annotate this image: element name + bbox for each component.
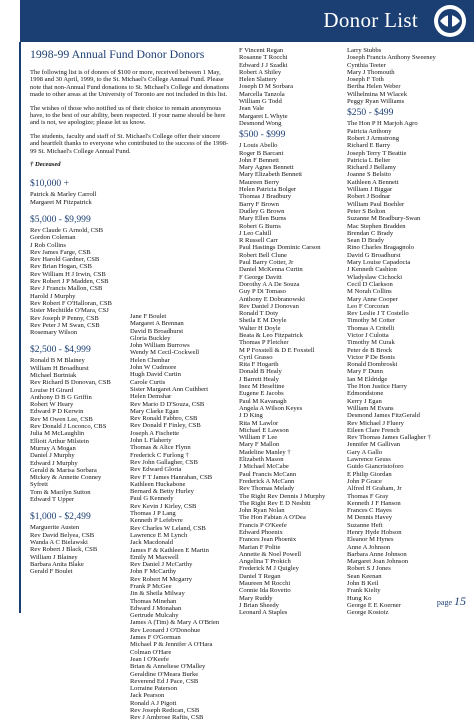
category-heading: $500 - $999 (239, 129, 286, 141)
donor-name: William J Biggar (347, 186, 393, 194)
donor-name: Frank P McGee (130, 582, 172, 590)
donor-name: F Vincent Regan (239, 47, 284, 54)
donor-name: Rev Leslie J T Costello (347, 310, 409, 318)
donor-name: Marcella Tanzola (239, 90, 285, 98)
donor-name: John F Bennett (239, 156, 279, 164)
donor-name: J D King (239, 412, 263, 420)
donor-name: Wladyslaw Cichocki (347, 273, 403, 281)
donor-name: Hung Ko (347, 594, 372, 602)
donor-name: Rev Brian Hogan, CSB (30, 263, 92, 271)
donor-name: Rev Harold Gardner, CSB (30, 256, 100, 264)
donor-name: Gordon Coleman (30, 234, 76, 242)
donor-name: James F O'Gorman (130, 634, 181, 642)
donor-name: Jack Pearson (130, 692, 165, 700)
donor-name: Rev M Owen Lee, CSB (30, 415, 93, 423)
donor-name: J Rob Collins (30, 241, 66, 249)
donor-name: Ronald T Doty (239, 310, 279, 318)
donor-name: Mary F Mallon (239, 441, 280, 449)
donor-name: Rev John Gallagher, CSB (130, 458, 198, 466)
donor-name: E Philip Giordan (347, 470, 392, 478)
donor-name: Barry F Brown (239, 200, 279, 208)
donor-name: Robert J Bodnar (347, 193, 391, 201)
donor-name: Mac Stephen Bradden (347, 222, 406, 230)
donor-name: Emily M Maxwell (130, 553, 179, 561)
donor-name: Helen Demshar (130, 393, 172, 401)
donor-name: Reverend Ed J Pace, CSB (130, 677, 199, 685)
donor-name: Harold J Murphy (30, 292, 76, 300)
category-heading: $10,000 + (30, 178, 69, 190)
donor-name: Michael P & Jennifer A O'Hara (130, 641, 213, 649)
donor-name: Maureen Berry (239, 178, 280, 186)
donor-name: Anthony D B G Griffin (30, 393, 92, 401)
donor-name: Jean Vale (239, 105, 264, 113)
donor-name: Larry Stubbs (347, 47, 382, 54)
page-footer (437, 594, 466, 609)
donor-name: Rev Thomas Melady (239, 485, 295, 493)
donor-name: Lawrence Geuss (347, 456, 391, 464)
donor-name: Daniel T Regan (239, 572, 281, 580)
donor-name: Joseph F Toth (347, 76, 384, 84)
donor-name: Paul Hastings Dominic Carson (239, 244, 321, 252)
donor-name: Peter S Bolton (347, 207, 386, 215)
donor-name: Mary Ruddy (239, 594, 273, 602)
donor-name: Joseph D M Sorbara (239, 83, 294, 91)
donor-name: Joanne S Belsito (347, 171, 391, 179)
donor-name: Brian & Anneliese O'Malley (130, 663, 206, 671)
donor-name: Rita M Lawlor (239, 419, 279, 427)
donor-name: Kerry J Egan (347, 397, 382, 405)
donor-name: Paul G Kennedy (130, 495, 174, 503)
donor-name: Geraldine O'Meara Burke (130, 670, 199, 678)
donor-name: The Hon Justice Harry (347, 383, 407, 391)
donor-name: Angelina T Prokich (239, 558, 291, 566)
donor-name: Edward Phoenix (239, 529, 283, 536)
donor-name: Francis P O'Keefe (239, 521, 287, 529)
header-bar (0, 0, 474, 42)
donor-name: Rev Robert F O'Halloran, CSB (30, 299, 112, 307)
donor-name: Peggy Ryan Williams (347, 98, 405, 106)
donor-name: John Ryan Nolan (239, 507, 285, 515)
donor-name: Thomas J P Lang (130, 510, 176, 518)
donor-name: Margaret A Brennan (130, 320, 184, 328)
donor-name: William M Evans (347, 404, 394, 412)
donor-name: Wendy M Cecil-Cockwell (130, 349, 200, 357)
donor-name: George E E Koerner (347, 601, 401, 609)
category-heading: $5,000 - $9,999 (30, 213, 91, 225)
donor-name: Angela A Wilson Keyes (239, 404, 303, 412)
donor-name: Desmond James FitzGerald (347, 412, 420, 420)
donor-name: Sister Mechtilde O'Mara, CSJ (30, 307, 109, 315)
donor-name: Wilhelmina M Wlacek (347, 90, 408, 98)
page-number: 15 (454, 594, 466, 608)
donor-name: Frederick M J Quigley (239, 565, 299, 573)
donor-name: Desmond Wong (239, 119, 282, 127)
donor-name: Paul M Kavanagh (239, 397, 287, 405)
donor-name: William F Lee (239, 434, 278, 442)
donor-name: John F McCarthy (130, 568, 177, 576)
donor-name: Ronald A J Pigott (130, 699, 177, 707)
donor-list-col2 (130, 313, 234, 722)
donor-name: Robert G Burns (239, 222, 281, 230)
donor-name: Beata & Leo Fitzpatrick (239, 331, 303, 339)
donor-name: J Leo Cahill (239, 229, 272, 237)
donor-name: Paul Francis McCann (239, 470, 297, 478)
donor-name: David G Broadhurst (347, 251, 401, 259)
donor-name: Thomas Minehan (130, 597, 177, 605)
donor-name: Murray A Mogan (30, 444, 76, 452)
donor-name: Walter H Doyle (239, 324, 281, 332)
donor-name: Frederick A McCann (239, 477, 295, 485)
donor-name: Mary Ellen Burns (239, 215, 287, 223)
donor-name: John L Flaherty (130, 437, 172, 445)
donor-name: Gary A Gallo (347, 448, 383, 456)
donor-name: Joseph Terry T Beattie (347, 149, 407, 157)
donor-name: William H Broadhurst (30, 364, 89, 372)
donor-name: William G Todd (239, 98, 282, 106)
intro-paragraph: The students, faculty and staff of St. Michael's College offer their sincere and heartfelt thanks to everyone who contributed to the success of the 1998-99 St. Michael's College Annual Fund. (30, 132, 229, 155)
donor-name: Margaret L Whyte (239, 112, 288, 120)
donor-list-col3 (239, 47, 343, 617)
donor-name: Rev F T James Hanrahan, CSB (130, 473, 213, 481)
donor-name: Thomas & Alice Flynn (130, 444, 191, 452)
donor-name: Timothy M Curak (347, 339, 395, 347)
donor-name: Thomas J Bradbury (239, 193, 292, 201)
donor-name: Inez M Heseltine (239, 383, 285, 391)
donor-name: Leo F Corcoran (347, 302, 389, 310)
donor-name: Ronald Dombroski (347, 361, 398, 369)
donor-name: Dudley G Brown (239, 207, 285, 215)
intro-paragraph: The following list is of donors of $100 or more, received between 1 May, 1998 and 30 April, 1999, to the St. Michael's College Annual Fund. Please note that non-Annual Fund donations to St. Michael's College and donations made to other areas at the University of Toronto are not included in this list. (30, 69, 229, 99)
donor-name: Kathleen A Bennett (347, 178, 399, 186)
donor-name: Gerald F Boulet (30, 568, 73, 576)
donor-name: J Louis Abello (239, 142, 278, 150)
donor-name: Rev Robert J P Madden, CSB (30, 278, 109, 286)
donor-list-col4 (347, 47, 459, 617)
donor-name: Thomas P Fletcher (239, 339, 289, 347)
donor-name: Sheila E M Doyle (239, 317, 287, 325)
donor-name: Patricia L Belier (347, 156, 391, 164)
donor-name: Rev Daniel J Donovan (239, 302, 299, 310)
donor-name: James F & Kathleen E Martin (130, 546, 209, 554)
donor-name: Rev William H J Irwin, CSB (30, 270, 106, 278)
donor-name: John P Grace (347, 477, 382, 485)
donor-name: Bertha Helen Weber (347, 83, 401, 91)
donor-name: Edward J Murphy (30, 459, 78, 467)
donor-name: The Right Rev E D Nesbitt (239, 499, 311, 507)
donor-name: Sister Margaret Ann Cuthbert (130, 385, 209, 393)
donor-name: Rev Leonard J O'Donohue (130, 626, 201, 634)
donor-name: Rev Claude G Arnold, CSB (30, 226, 104, 234)
page-label: page (436, 598, 452, 607)
donor-name: The Hon P H Marjoh Agro (347, 120, 418, 128)
donor-name: Edward J Monahan (130, 604, 182, 612)
donor-name: Gloria Buckley (130, 334, 171, 342)
donor-name: Guy P Di Tomaso (239, 288, 286, 296)
donor-name: Jin & Sheila Milway (130, 590, 185, 598)
donor-name: Edward J J Szadki (239, 61, 288, 69)
page-header-title: Donor List (323, 8, 418, 32)
donor-name: The Right Rev Dennis J Murphy (239, 492, 326, 500)
donor-name: Richard J Bellamy (347, 164, 397, 172)
donor-name: John B Keil (347, 580, 379, 588)
donor-name: Guido Giancristoforo (347, 463, 404, 471)
donor-name: M Dennis Havey (347, 514, 393, 522)
donor-name: Frances C Hayes (347, 507, 392, 515)
donor-name: William Paul Boehler (347, 200, 405, 208)
donor-name: Joseph Francis Anthony Sweeney (347, 54, 436, 62)
category-heading: $250 - $499 (347, 107, 394, 119)
donor-name: James A (Tim) & Mary A O'Brien (130, 619, 220, 627)
donor-name: Maureen M Rocchi (239, 580, 291, 588)
donor-name: Cynthia Teeter (347, 61, 386, 69)
donor-name: Anthony E Dobranowski (239, 295, 305, 303)
donor-name: Dorothy A A De Souza (239, 280, 300, 288)
donor-name: Annette & Noel Powell (239, 550, 302, 558)
donor-name: Carole Curtis (130, 378, 166, 386)
donor-name: Helen Chenhar (130, 356, 170, 364)
donor-name: Robert S J Jones (347, 565, 391, 573)
category-heading: $1,000 - $2,499 (30, 511, 91, 523)
donor-name: Sean Keenan (347, 572, 382, 580)
donor-name: Eileen Clare French (347, 426, 400, 434)
donor-name: Rosanne T Rocchi (239, 54, 288, 62)
donor-name: Rev Robert J Black, CSB (30, 546, 98, 554)
donor-name: Barbara Anita Blake (30, 560, 84, 568)
donor-name: Henry Hyde Hobson (347, 529, 402, 536)
donor-name: Alfred H Graham, Jr (347, 485, 402, 493)
donor-name: Leonard A Staples (239, 609, 288, 617)
donor-name: Lorraine Paterson (130, 685, 178, 693)
donor-name: Rev Kevin J Kirley, CSB (130, 502, 197, 510)
donor-name: Julia M McLaughlin (30, 430, 85, 438)
donor-name: Margaret M Fitzpatrick (30, 198, 92, 206)
donor-name: Ian M Eldridge (347, 375, 388, 383)
donor-name: Rev Donald J Loconco, CBS (30, 423, 107, 431)
donor-name: Brendan C Brady (347, 229, 394, 237)
donor-name: Kenneth J F Hanson (347, 499, 401, 507)
donor-name: Rev Peter J M Swan, CSB (30, 321, 100, 329)
donor-name: Jennifer M Gallivan (347, 441, 401, 449)
donor-name: Helen Patricia Bolger (239, 186, 297, 194)
donor-name: John W Cudmore (130, 364, 177, 372)
donor-name: Michael Burtniak (30, 372, 77, 379)
donor-name: Gerald & Marisa Sorbara (30, 466, 97, 474)
donor-name: Connie Ida Rovetto (239, 587, 291, 595)
donor-name: Jane F Boulet (130, 313, 167, 320)
donor-name: Robert Bell Clune (239, 251, 287, 259)
donor-name: Victor J Culotta (347, 331, 389, 339)
donor-name: Elizabeth Mason (239, 456, 284, 464)
donor-name: F George Davitt (239, 273, 282, 281)
left-margin-rule (19, 42, 21, 613)
donor-name: Gertrude Mulcahy (130, 612, 179, 620)
college-logo-icon (432, 3, 468, 39)
donor-name: Marguerite Austen (30, 524, 80, 532)
donor-name: M Norah Collins (347, 288, 392, 296)
donor-name: Robert A Shiley (239, 68, 282, 76)
donor-name: Madeline Manley † (239, 448, 291, 456)
donor-name: Thomas F Gray (347, 492, 389, 500)
donor-name: Rev Mario D D'Souza, CSB (130, 400, 205, 408)
donor-name: Colman O'Hare (130, 648, 172, 656)
donor-name: Jack Macdonald (130, 539, 174, 547)
donor-name: Paul Barry Cotter, Jr (239, 259, 294, 267)
donor-name: Margaret Joan Johnson (347, 558, 409, 566)
donor-name: Donald B Healy (239, 368, 282, 376)
donor-name: Anne A Johnson (347, 543, 391, 551)
donor-name: Victor P De Bonis (347, 353, 395, 361)
donor-name: Barbara Anne Johnson (347, 550, 407, 558)
donor-name: Mary Agnes Bennett (239, 164, 294, 172)
page-title: 1998-99 Annual Fund Donor Donors (30, 47, 205, 61)
donor-name: Robert W Heary (30, 401, 74, 409)
donor-name: Edmondstone (347, 390, 384, 398)
donor-name: Jean I O'Keefe (130, 655, 169, 663)
donor-name: Suzanne M Bradbury-Swan (347, 215, 421, 223)
donor-name: Mary Louise Capadocia (347, 259, 411, 267)
donor-name: Frances Jean Phoenix (239, 536, 297, 544)
donor-name: Suzanne Heft (347, 521, 383, 529)
donor-name: Frederick C Furlong † (130, 451, 189, 459)
donor-name: Rev Joseph P Penny, CSB (30, 314, 99, 322)
donor-name: Rev Edward Gloria (130, 466, 182, 474)
donor-name: The Hon Fabian A O'Dea (239, 514, 306, 522)
donor-name: Rev Richard B Donovan, CSB (30, 379, 111, 387)
donor-name: Rita F Hogarth (239, 361, 279, 369)
donor-name: Mary Clarke Egan (130, 407, 179, 415)
donor-name: Kenneth P Lefebvre (130, 517, 183, 525)
donor-name: Cyril Grasso (239, 353, 273, 361)
donor-name: Mary Elizabeth Bennett (239, 171, 302, 179)
donor-name: George Kostoiz (347, 609, 389, 617)
donor-name: R Russell Carr (239, 237, 278, 245)
donor-name: Rev J Francis Mallon, CSB (30, 285, 103, 293)
donor-name: Rev J Ambrose Raftis, CSB (130, 714, 204, 722)
donor-name: Mickey & Annette Conney (30, 474, 102, 482)
donor-name: Robert J Armstrong (347, 134, 400, 142)
category-heading: $2,500 - $4,999 (30, 344, 91, 356)
donor-name: Sean D Brady (347, 237, 384, 245)
donor-name: J Michael McCabe (239, 463, 289, 471)
donor-name: Hugh David Curtin (130, 371, 181, 379)
donor-name: Rosemary Wilson (30, 329, 78, 337)
donor-name: Peter de B Brock (347, 346, 393, 354)
donor-name: Louise H Girard (30, 386, 74, 394)
donor-name: Patrick & Marley Carroll (30, 191, 97, 199)
donor-name: J Brian Sheedy (239, 601, 279, 609)
donor-name: Elliott Arthur Milstein (30, 437, 89, 445)
donor-name: Rev Donald F Finley, CSB (130, 422, 201, 430)
donor-name: Thomas A Critelli (347, 324, 395, 332)
donor-name: Mary Anne Cooper (347, 295, 398, 303)
donor-name: Bernard & Betty Hurley (130, 488, 194, 496)
donor-name: Rev Robert M Mcgarry (130, 575, 193, 583)
donor-name: Rev Daniel J McCarthy (130, 561, 193, 569)
donor-name: Kathleen Huckabone (130, 480, 186, 488)
donor-name: Frank Kielty (347, 587, 381, 595)
donor-name: Mary J Thomouth (347, 68, 395, 76)
donor-name: Cecil D Clarkson (347, 280, 393, 288)
donor-name: Patricia Anthony (347, 127, 392, 135)
donor-name: Rev Michael J Fluery (347, 419, 404, 427)
donor-name: Eugene E Jacobs (239, 390, 284, 398)
donor-name: Daniel J Murphy (30, 452, 75, 460)
donor-name: Roger B Barcant (239, 149, 284, 157)
donor-name: Lawrence E M Lynch (130, 531, 188, 539)
deceased-note: † Deceased (30, 161, 61, 169)
donor-name: Rev Charles W Leland, CSB (130, 524, 206, 532)
donor-name: Rev Joseph Redican, CSB (130, 707, 200, 715)
donor-name: Rev David Belyea, CSB (30, 531, 95, 539)
donor-name: David B Broadhurst (130, 327, 184, 335)
donor-name: Mary F Dunn (347, 368, 383, 376)
donor-name: Ronald B M Blainey (30, 357, 85, 365)
donor-name: Wanda A C Bielawski (30, 538, 88, 546)
donor-name: Syfrett (30, 481, 48, 489)
donor-name: Rev James Farge, CSB (30, 248, 91, 256)
donor-name: Edward P D Kerwin (30, 408, 84, 416)
donor-name: William J Blainey (30, 553, 78, 561)
donor-name: Edward T Upper (30, 496, 75, 504)
donor-name: Joseph A Fischette (130, 429, 180, 437)
donor-name: John William Burrows (130, 342, 190, 350)
donor-name: J Kenneth Cashion (347, 266, 397, 274)
donor-name: M P Foxstell & D E Foxstell (239, 346, 315, 354)
donor-name: Eleanor M Hynes (347, 536, 394, 544)
donor-name: Tom & Marilyn Sutton (30, 488, 91, 496)
donor-name: Marian F Polite (239, 543, 281, 551)
header-margin (0, 0, 20, 42)
donor-name: Rino Charles Bragagnolo (347, 244, 415, 252)
donor-name: Timothy M Cotter (347, 317, 396, 325)
donor-name: Helen Slattery (239, 76, 277, 84)
donor-name: Richard E Barry (347, 142, 391, 150)
donor-name: Michael E Lawson (239, 426, 289, 434)
donor-name: Rev Ronald Fabbro, CSB (130, 415, 198, 423)
donor-name: J Barrett Healy (239, 375, 279, 383)
donor-name: Rev Thomas James Gallagher † (347, 434, 431, 442)
intro-paragraph: The wishes of those who notified us of their choice to remain anonymous have, to the best of our ability, been respected. If your name should be here and is not, we apologize; please let us know. (30, 104, 226, 127)
donor-name: Daniel McKenna Curtin (239, 266, 303, 274)
